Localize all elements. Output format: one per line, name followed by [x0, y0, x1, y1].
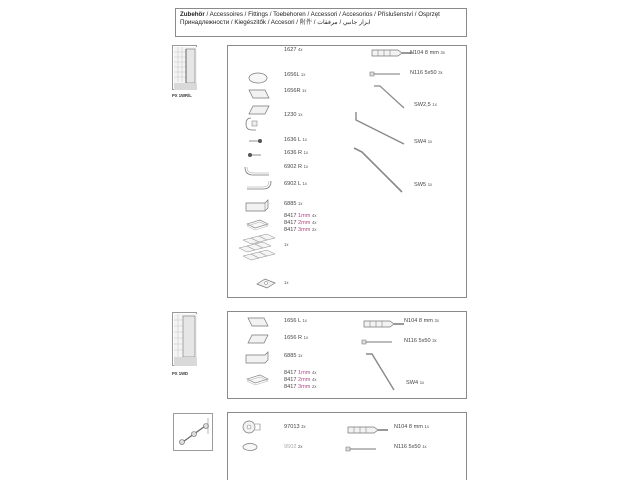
part-1656l-2: 1656 L 1x — [284, 318, 307, 324]
tile-grid-icon — [237, 236, 285, 264]
product-thumbnail-px1wd — [172, 312, 197, 366]
hardware-n104: N104 8 mm 3x — [410, 50, 445, 56]
block-icon — [243, 199, 273, 213]
allen-key-sw5-icon — [350, 146, 410, 196]
part-8417-2mm-2: 8417 2mm 4x — [284, 377, 317, 383]
spacer-shims-icon — [244, 216, 274, 232]
wall-plug-icon-3 — [344, 424, 394, 436]
part-97013: 97013 3x — [284, 424, 306, 430]
seal-profile-left-icon — [241, 178, 275, 192]
part-1636r: 1636 R 1x — [284, 150, 309, 156]
screw-left-icon — [245, 136, 275, 146]
part-8417-3mm-2: 8417 3mm 2x — [284, 384, 317, 390]
part-6902l: 6902 L 1x — [284, 181, 307, 187]
part-1230: 1230 1x — [284, 112, 303, 118]
hardware-sw4: SW4 1x — [414, 139, 433, 145]
hardware-n116: N116 5x50 3x — [410, 70, 443, 76]
header-line-2: Принадлежности / Kiegészitők / Accesori / 附件 / ابزار جانبي / مرفقات — [180, 18, 371, 26]
hardware-n116-2: N116 5x50 3x — [404, 338, 437, 344]
part-8417-1mm: 8417 1mm 4x — [284, 213, 317, 219]
part-1656r-2: 1656 R 1x — [284, 335, 309, 341]
shower-door-image — [173, 313, 198, 367]
part-1656r: 1656R 1x — [284, 88, 307, 94]
hardware-sw25: SW2,5 1x — [414, 102, 437, 108]
screw-5x50-icon-2 — [360, 337, 400, 347]
part-6885: 6885 1x — [284, 201, 303, 207]
glass-clamp-left-icon — [245, 88, 275, 102]
header-line-1: Zubehör / Accessoires / Fittings / Toebehoren / Accessori / Accesorios / Příslušenství / Osprzęt — [180, 11, 440, 18]
hardware-sw5: SW5 1x — [414, 182, 433, 188]
hardware-n104-2: N104 8 mm 3x — [404, 318, 439, 324]
mounting-plate-icon — [253, 276, 283, 294]
part-mounting-plate: 1x — [284, 280, 289, 285]
seal-profile-right-icon — [241, 164, 275, 178]
hinge-clamp-icon — [240, 418, 264, 438]
product-thumbnail-set3 — [173, 413, 213, 451]
glass-clamp-left-icon-2 — [244, 316, 274, 330]
screw-right-icon — [245, 150, 275, 160]
screw-5x50-icon-3 — [344, 444, 384, 454]
part-8417-2mm: 8417 2mm 4x — [284, 220, 317, 226]
shower-enclosure-image — [173, 46, 198, 91]
oval-cap-icon — [240, 442, 264, 454]
thumbnail-label-px1wr: PX 1WR/L — [172, 93, 192, 98]
part-6885-2: 6885 1x — [284, 353, 303, 359]
hardware-n104-3: N104 8 mm 1x — [394, 424, 429, 430]
allen-key-sw4-icon-2 — [362, 352, 402, 396]
screw-5x50-icon — [368, 69, 408, 79]
round-pad-icon — [245, 72, 275, 86]
wall-plug-icon-2 — [360, 318, 410, 330]
part-8417-3mm: 8417 3mm 2x — [284, 227, 317, 233]
spacer-shims-icon-2 — [244, 371, 274, 387]
block-icon-2 — [243, 351, 273, 365]
part-tile-grid: 1x — [284, 242, 289, 247]
part-1627: 1627 4x — [284, 47, 303, 53]
part-9502: 9502 2x — [284, 444, 303, 450]
glass-clamp-right-icon-2 — [244, 333, 274, 347]
thumbnail-label-px1wd: PX 1WD — [172, 371, 189, 376]
part-1656l: 1656L 1x — [284, 72, 306, 78]
accessories-header — [175, 8, 467, 37]
hardware-n116-3: N116 5x50 1x — [394, 444, 427, 450]
stabilizer-bar-image — [174, 414, 214, 452]
hardware-sw4-2: SW4 1x — [406, 380, 425, 386]
allen-key-sw4-icon — [352, 110, 412, 150]
part-1636l: 1636 L 1x — [284, 137, 307, 143]
hook-clip-icon — [243, 116, 273, 134]
product-thumbnail-px1wr — [172, 45, 197, 90]
part-6902r: 6902 R 1x — [284, 164, 309, 170]
part-8417-1mm-2: 8417 1mm 4x — [284, 370, 317, 376]
